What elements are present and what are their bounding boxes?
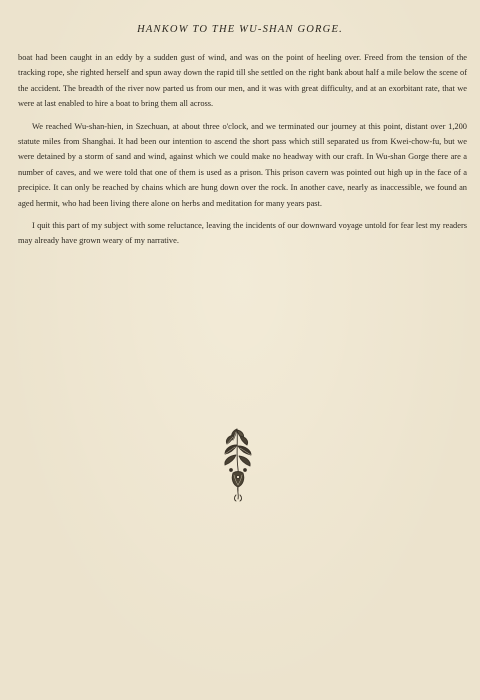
paragraph-3: I quit this part of my subject with some reluctance, leaving the incidents of our downward voyage untold for fear lest my readers may already have grown weary of my narrative. [18, 221, 467, 246]
paragraph-2: We reached Wu-shan-hien, in Szechuan, at about three o'clock, and we terminated our journey at this point, distant over 1,200 statute miles from Shanghai. It had been our intention to ascend the short pass which still separated us from Kwei-chow-fu, but we were detained by a storm of sand and wind, against which we could make no headway with our craft. In Wu-shan Gorge there are a number of caves, and we were told that one of them is used as a prison. This prison cavern was pointed out high up in the face of a precipice. It can only be reached by chains which are hung down over the rock. In another cave, nearly as inaccessible, we found an aged hermit, who had been living there alone on herbs and meditation for many years past. [18, 121, 467, 208]
paragraph-1: boat had been caught in an eddy by a sudden gust of wind, and was on the point of heeling over. Freed from the tension of the tracking rope, she righted herself and spun away down the rapid till she settled on the right bank about half a mile below the scene of the accident. The breadth of the river now parted us from our men, and it was with great difficulty, and at an exorbitant rate, that we were at last enabled to hire a boat to bring them all across. [18, 53, 467, 109]
floral-sprig-icon [213, 425, 263, 503]
running-head: HANKOW TO THE WU-SHAN GORGE. [137, 24, 343, 35]
body-text [18, 50, 467, 256]
